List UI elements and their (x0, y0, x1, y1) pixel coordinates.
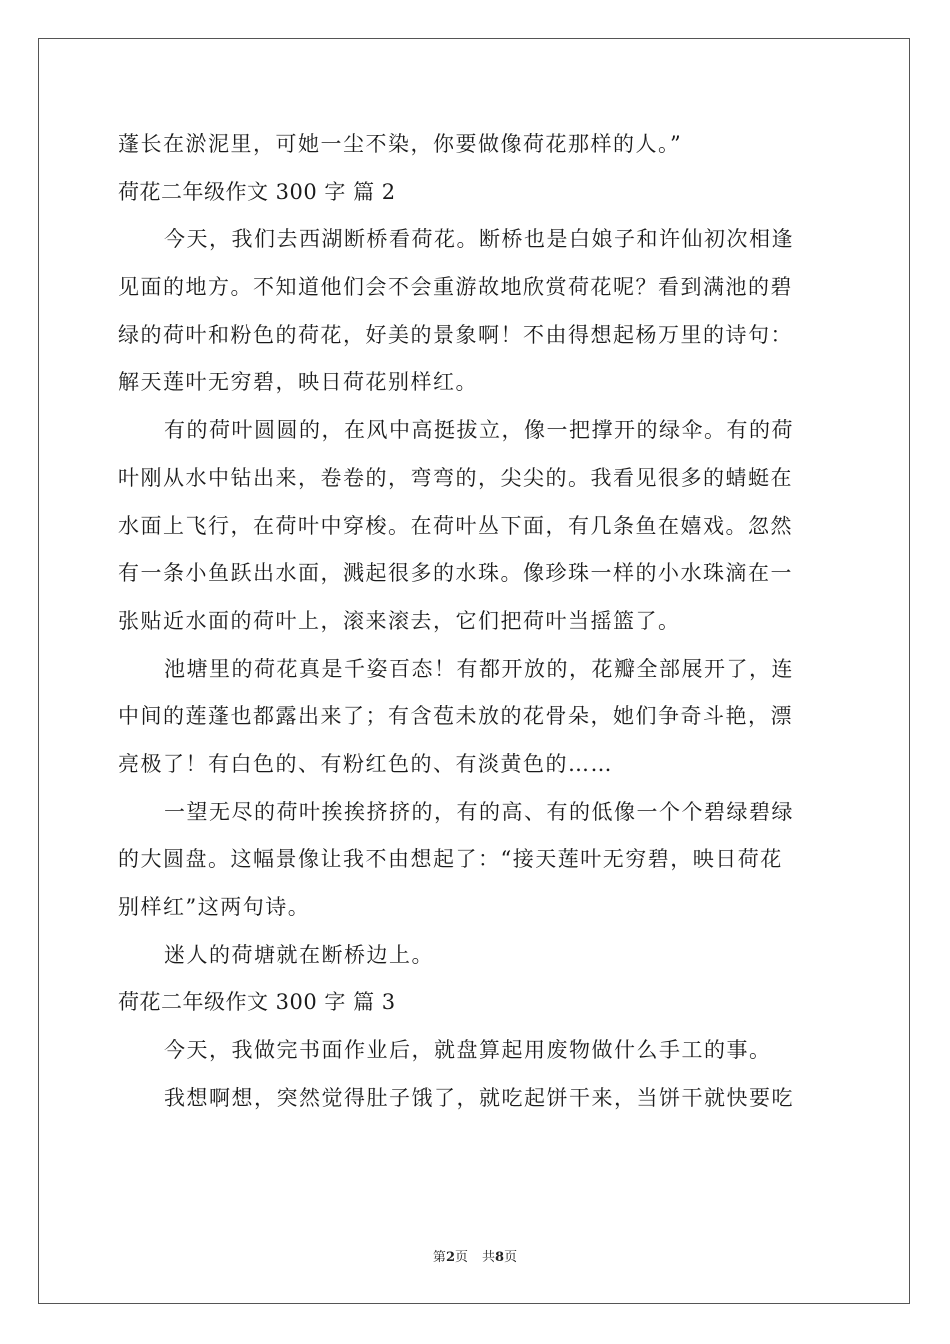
text-line: 池塘里的荷花真是千姿百态！有都开放的，花瓣全部展开了，连 (164, 656, 794, 681)
text-line: 一望无尽的荷叶挨挨挤挤的，有的高、有的低像一个个碧绿碧绿 (164, 799, 794, 824)
text-line: 有一条小鱼跃出水面，溅起很多的水珠。像珍珠一样的小水珠滴在一 (118, 561, 793, 586)
text-line: 水面上飞行，在荷叶中穿梭。在荷叶丛下面，有几条鱼在嬉戏。忽然 (118, 513, 793, 538)
text-line: 张贴近水面的荷叶上，滚来滚去，它们把荷叶当摇篮了。 (118, 608, 681, 633)
footer-total-pages: 8 (495, 1250, 505, 1265)
text-line: 今天，我们去西湖断桥看荷花。断桥也是白娘子和许仙初次相逢 (164, 227, 794, 252)
section-heading: 荷花二年级作文 300 字 篇 2 (118, 179, 396, 204)
text-line: 解天莲叶无穷碧，映日荷花别样红。 (118, 370, 478, 395)
footer-page-suffix: 页 (454, 1250, 468, 1265)
text-line: 见面的地方。不知道他们会不会重游故地欣赏荷花呢？看到满池的碧 (118, 275, 793, 300)
text-line: 别样红”这两句诗。 (118, 895, 311, 919)
text-line: 绿的荷叶和粉色的荷花，好美的景象啊！不由得想起杨万里的诗句： (118, 322, 793, 347)
page-footer (0, 1246, 950, 1265)
text-line: 亮极了！有白色的、有粉红色的、有淡黄色的…… (118, 751, 613, 776)
text-line: 蓬长在淤泥里，可她一尘不染，你要做像荷花那样的人。” (118, 132, 683, 156)
text-line: 今天，我做完书面作业后，就盘算起用废物做什么手工的事。 (164, 1038, 772, 1063)
section-heading: 荷花二年级作文 300 字 篇 3 (118, 990, 396, 1015)
document-body (118, 121, 838, 1122)
text-line: 迷人的荷塘就在断桥边上。 (164, 942, 434, 967)
text-line: 有的荷叶圆圆的，在风中高挺拔立，像一把撑开的绿伞。有的荷 (164, 418, 794, 443)
footer-page-prefix: 第 (432, 1250, 446, 1265)
text-line: 我想啊想，突然觉得肚子饿了，就吃起饼干来，当饼干就快要吃 (164, 1085, 794, 1110)
footer-total-prefix: 共 (482, 1250, 496, 1265)
text-line: 中间的莲蓬也都露出来了；有含苞未放的花骨朵，她们争奇斗艳，漂 (118, 704, 793, 729)
footer-page-number: 2 (445, 1250, 455, 1265)
footer-total-suffix: 页 (504, 1250, 518, 1265)
text-line: 叶刚从水中钻出来，卷卷的，弯弯的，尖尖的。我看见很多的蜻蜓在 (118, 465, 793, 490)
text-line: 的大圆盘。这幅景像让我不由想起了：“接天莲叶无穷碧，映日荷花 (118, 847, 783, 872)
